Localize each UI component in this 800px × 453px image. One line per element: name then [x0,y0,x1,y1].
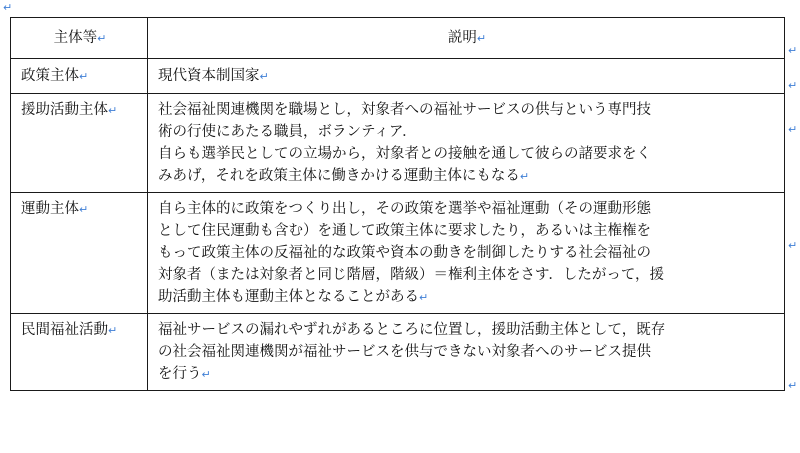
explanation-text: 自ら主体的に政策をつくり出し，その政策を選挙や福祉運動（その運動形態 として住民運動も含む）を通して政策主体に要求したり，あるいは主権権を もって政策主体の反福祉的な政策や資本の動きを制御したりする社会福祉の 対象者（または対象者と同じ階層，階級）＝権利主体をさす．したがって，援 助活動主体も運動主体となることがある [158,201,665,305]
row-end-mark-icon: ↵ [788,44,798,57]
explanation-cell [148,94,785,193]
paragraph-mark-icon: ↵ [3,1,13,14]
paragraph-mark-icon: ↵ [79,203,89,216]
subject-cell [11,193,148,314]
table-row [11,59,785,94]
subject-text: 援助活動主体 [21,102,108,118]
row-end-mark-icon: ↵ [788,79,798,92]
paragraph-mark-icon: ↵ [259,70,269,83]
row-end-mark-icon: ↵ [788,379,798,392]
explanation-cell [148,193,785,314]
paragraph-mark-icon: ↵ [519,170,530,183]
table-row [11,193,785,314]
paragraph-mark-icon: ↵ [419,291,429,304]
header-subject-text: 主体等 [53,30,98,46]
explanation-text: 現代資本制国家 [158,68,260,84]
explanation-cell [148,59,785,94]
subject-cell [11,59,148,94]
paragraph-mark-icon: ↵ [108,324,118,337]
row-end-mark-icon: ↵ [788,123,798,136]
row-end-mark-icon: ↵ [788,239,798,252]
paragraph-mark-icon: ↵ [201,368,211,381]
explanation-text: 社会福祉関連機関を職場とし，対象者への福祉サービスの供与という専門技 術の行使にあたる職員，ボランティア． 自らも選挙民としての立場から，対象者との接触を通して彼らの諸要求をく みあげ，それを政策主体に働きかける運動主体にもなる [158,102,651,184]
paragraph-mark-icon: ↵ [476,32,487,45]
paragraph-mark-icon: ↵ [97,32,107,45]
subject-explanation-table [10,17,785,391]
header-cell-subject [11,18,148,59]
header-explanation-text: 説明 [447,30,477,46]
header-cell-explanation [148,18,785,59]
explanation-text: 福祉サービスの漏れやずれがあるところに位置し，援助活動主体として，既存 の社会福祉関連機関が福祉サービスを供与できない対象者へのサービス提供 を行う [158,322,666,382]
explanation-cell [148,314,785,391]
table-row [11,94,785,193]
table-row [11,314,785,391]
subject-text: 運動主体 [21,201,79,217]
subject-cell [11,314,148,391]
subject-text: 民間福祉活動 [21,322,108,338]
paragraph-mark-icon: ↵ [79,70,89,83]
table-header-row [11,18,785,59]
subject-cell [11,94,148,193]
subject-text: 政策主体 [21,68,79,84]
paragraph-mark-icon: ↵ [108,104,118,117]
